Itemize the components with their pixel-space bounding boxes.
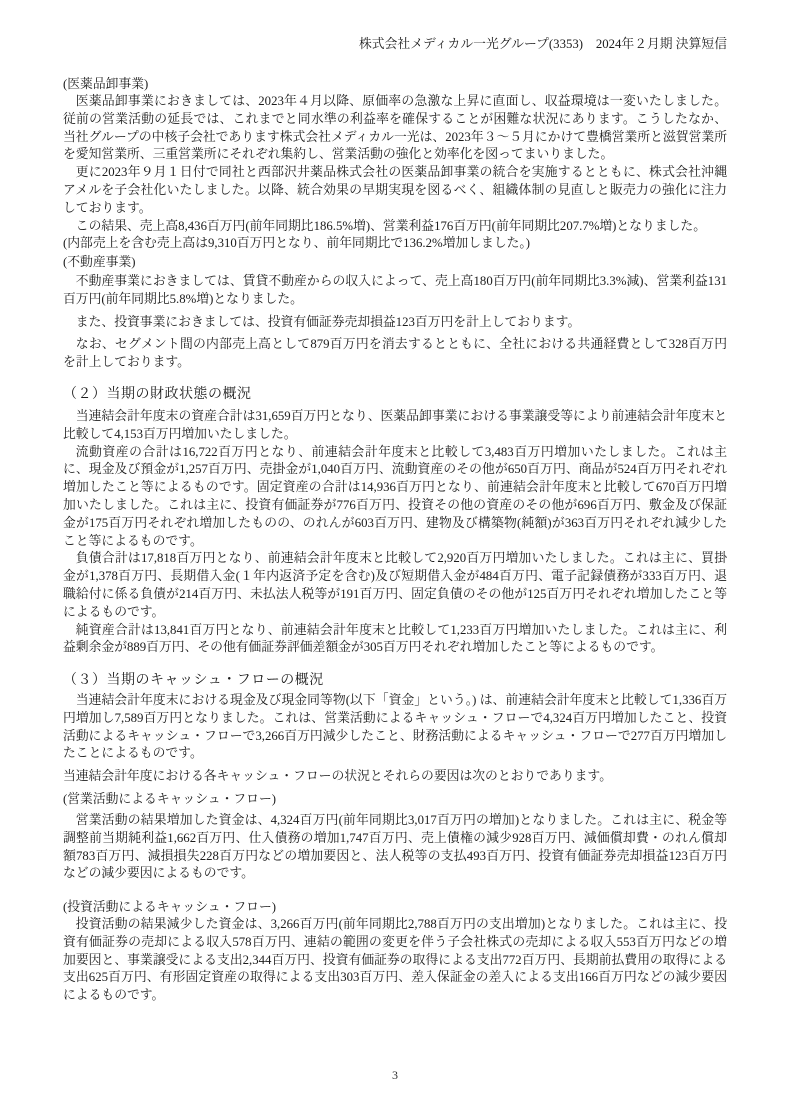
para-operating-cash-flow: 営業活動の結果増加した資金は、4,324百万円(前年同期比3,017百万円の増加)となりました。これは主に、税金等調整前当期純利益1,662百万円、仕入債務の増加1,747百万円、売上債権の減少928百万円、減価償却費・のれん償却額783百万円、減損損失228百万円などの増加要因と、法人税等の支払493百万円、投資有価証券売却損益123百万円などの減少要因によるものです。 xyxy=(63,813,727,881)
section-label-operating-cash-flow: (営業活動によるキャッシュ・フロー) xyxy=(63,792,277,806)
para-operating-cash-flow-wrap xyxy=(63,812,727,883)
section-label-pharma-wholesale: (医薬品卸事業) xyxy=(63,77,149,91)
page-number: 3 xyxy=(392,1068,398,1082)
para-cash-flow-intro: 当連結会計年度における各キャッシュ・フローの状況とそれらの要因は次のとおりであります。 xyxy=(63,769,612,783)
para-cash-equivalents-wrap xyxy=(63,692,727,763)
para-total-assets: 当連結会計年度末の資産合計は31,659百万円となり、医薬品卸事業における事業譲受等により前連結会計年度末と比較して4,153百万円増加いたしました。 xyxy=(63,409,727,441)
section-label-real-estate: (不動産事業) xyxy=(63,255,136,269)
para-investment-business-wrap xyxy=(63,314,727,332)
heading-cash-flow: （３）当期のキャッシュ・フローの概況 xyxy=(63,673,324,688)
para-cash-equivalents: 当連結会計年度末における現金及び現金同等物(以下「資金」という。) は、前連結会計年度末と比較して1,336百万円増加し7,589百万円となりました。これは、営業活動によるキャッシュ・フローで4,324百万円増加したこと、投資活動によるキャッシュ・フローで3,266百万円減少したこと、財務活動によるキャッシュ・フローで277百万円増加したことによるものです。 xyxy=(63,693,727,761)
section-label-investing-cash-flow: (投資活動によるキャッシュ・フロー) xyxy=(63,900,277,914)
para-segment-elimination: なお、セグメント間の内部売上高として879百万円を消去するとともに、全社における共通経費として328百万円を計上しております。 xyxy=(63,337,727,369)
doc-header-title: 株式会社メディカル一光グループ(3353) 2024年２月期 決算短信 xyxy=(359,37,727,51)
para-investing-cash-flow: 投資活動の結果減少した資金は、3,266百万円(前年同期比2,788百万円の支出増加)となりました。これは主に、投資有価証券の売却による収入578百万円、連結の範囲の変更を伴う子会社株式の売却による収入553百万円などの増加要因と、事業譲受による支出2,344百万円、投資有価証券の取得による支出772百万円、長期前払費用の取得による支出625百万円、有形固定資産の取得による支出303百万円、差入保証金の差入による支出166百万円などの減少要因によるものです。 xyxy=(63,917,727,1003)
para-cash-flow-intro-wrap xyxy=(63,768,727,786)
para-segment-elimination-wrap xyxy=(63,336,727,372)
para-pharma-overview: 医薬品卸事業におきましては、2023年４月以降、原価率の急激な上昇に直面し、収益環境は一変いたしました。従前の営業活動の延長では、これまでと同水準の利益率を確保することが困難な状況にあります。こうしたなか、当社グループの中核子会社であります株式会社メディカル一光は、2023年３～５月にかけて豊橋営業所と滋賀営業所を愛知営業所、三重営業所にそれぞれ集約し、営業活動の強化と効率化を図ってまいりました。 xyxy=(63,94,727,162)
para-investment-business: また、投資事業におきましては、投資有価証券売却損益123百万円を計上しております。 xyxy=(75,315,581,329)
para-real-estate-results: 不動産事業におきましては、賃貸不動産からの収入によって、売上高180百万円(前年同期比3.3%減)、営業利益131百万円(前年同期比5.8%増)となりました。 xyxy=(63,274,727,306)
para-current-fixed-assets: 流動資産の合計は16,722百万円となり、前連結会計年度末と比較して3,483百万円増加いたしました。これは主に、現金及び預金が1,257百万円、売掛金が1,040百万円、流動資産のその他が650百万円、商品が524百万円それぞれ増加したこと等によるものです。固定資産の合計は14,936百万円となり、前連結会計年度末と比較して670百万円増加いたしました。これは主に、投資有価証券が776百万円、投資その他の資産のその他が696百万円、敷金及び保証金が175百万円それぞれ増加したものの、のれんが603百万円、建物及び構築物(純額)が363百万円それぞれ減少したこと等によるものです。 xyxy=(63,444,727,548)
para-net-assets: 純資産合計は13,841百万円となり、前連結会計年度末と比較して1,233百万円増加いたしました。これは主に、利益剰余金が889百万円、その他有価証券評価差額金が305百万円それぞれ増加したこと等によるものです。 xyxy=(63,622,727,655)
para-real-estate-results-wrap xyxy=(63,273,727,309)
para-pharma-results: この結果、売上高8,436百万円(前年同期比186.5%増)、営業利益176百万円(前年同期比207.7%増)となりました。 xyxy=(75,218,707,233)
para-investing-cash-flow-wrap xyxy=(63,916,727,1005)
para-pharma-integration: 更に2023年９月１日付で同社と西部沢井薬品株式会社の医薬品卸事業の統合を実施するとともに、株式会社沖縄アメルを子会社化いたしました。以降、統合効果の早期実現を図るべく、組織体制の見直しと販売力の強化に注力しております。 xyxy=(63,165,727,215)
para-pharma-internal-sales-note: (内部売上を含む売上高は9,310百万円となり、前年同期比で136.2%増加しました。) xyxy=(63,236,531,251)
heading-financial-position: （２）当期の財政状態の概況 xyxy=(63,387,252,402)
section-financial-position-body xyxy=(63,408,727,657)
section-pharma-body xyxy=(63,93,727,253)
para-total-liabilities: 負債合計は17,818百万円となり、前連結会計年度末と比較して2,920百万円増加いたしました。これは主に、買掛金が1,378百万円、長期借入金(１年内返済予定を含む)及び短期借入金が484百万円、電子記録債務が333百万円、退職給付に係る負債が214百万円、未払法人税等が191百万円、固定負債のその他が125百万円それぞれ増加したこと等によるものです。 xyxy=(63,551,728,619)
